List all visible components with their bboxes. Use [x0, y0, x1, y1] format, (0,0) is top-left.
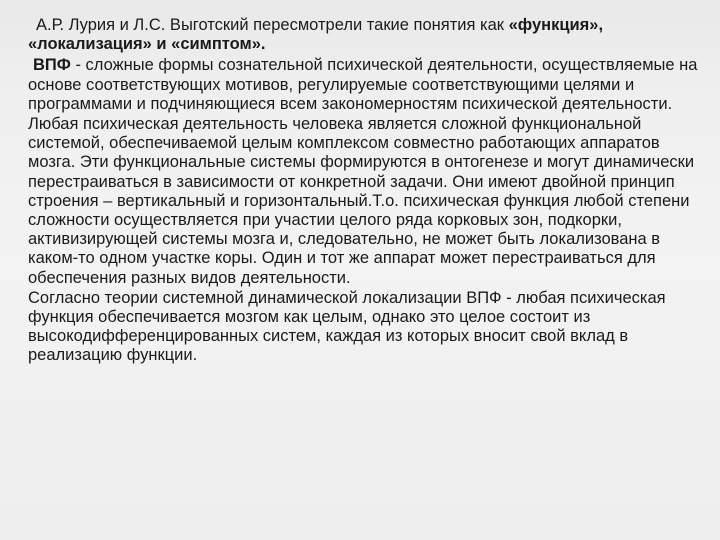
paragraph-vpf-definition — [28, 56, 698, 114]
paragraph-functional-system: Любая психическая деятельность человека является сложной функциональной системой, обеспечиваемой целым комплексом совместно работающих аппаратов мозга. Эти функциональные системы формируются в онтогенезе и могут динамически перестраиваться в зависимости от конкретной задачи. Они имеют двойной принцип строения – вертикальный и горизонтальный.Т.о. психическая функция любой степени сложности осуществляется при участии целого ряда корковых зон, подкорки, активизирующей системы мозга и, следовательно, не может быть локализована в каком-то одном участке коры. Один и тот же аппарат может перестраиваться для обеспечения разных видов деятельности. — [28, 115, 695, 287]
slide-body — [28, 16, 698, 366]
vpf-term: ВПФ — [33, 56, 71, 75]
intro-terms: «функция», «локализация» и «симптом». — [28, 16, 604, 54]
paragraph-intro — [28, 16, 698, 54]
paragraph-dynamic-localization: Согласно теории системной динамической локализации ВПФ - любая психическая функция обеспечивается мозгом как целым, однако это целое состоит из высокодифференцированных систем, каждая из которых вносит свой вклад в реализацию функции. — [28, 288, 666, 365]
vpf-definition-text: - сложные формы сознательной психической деятельности, осуществляемые на основе соответствующих мотивов, регулируемые соответствующими целями и программами и подчиняющиеся всем закономерностям психической деятельности. — [28, 56, 698, 113]
intro-text: А.Р. Лурия и Л.С. Выготский пересмотрели такие понятия как — [36, 16, 504, 34]
